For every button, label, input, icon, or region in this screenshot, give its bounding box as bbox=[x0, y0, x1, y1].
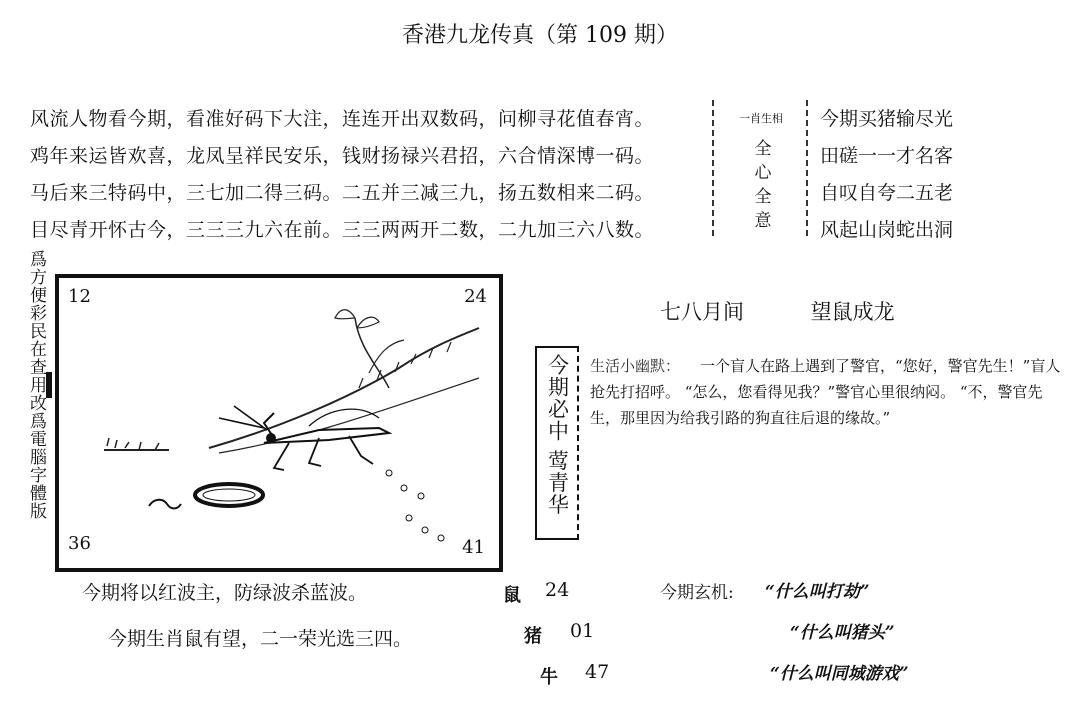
poem-line-3: 马后来三特码中，三七加二得三码。二五并三减三九，扬五数相来二码。 bbox=[30, 182, 655, 204]
page-title: 香港九龙传真（第 109 期） bbox=[402, 23, 678, 48]
right-line-3: 自叹自夸二五老 bbox=[820, 182, 954, 204]
mantis-illustration bbox=[59, 278, 499, 568]
picture-corner-top-left: 12 bbox=[68, 286, 91, 307]
zodiac-name-3: 牛 bbox=[540, 667, 558, 688]
bracket-box-char-3: 全 bbox=[754, 187, 772, 207]
joke-text: 一个盲人在路上遇到了警官，“您好，警官先生！”盲人抢先打招呼。 “怎么，您看得见我？”警官心里很纳闷。 “不，警官先生，那里因为给我引路的狗直往后退的缘故。” bbox=[590, 357, 1061, 427]
zodiac-name-1: 鼠 bbox=[503, 585, 521, 606]
side-vertical-note: 爲方便彩民在查用改爲電腦字體版 bbox=[26, 250, 46, 520]
poem-line-1: 风流人物看今期，看准好码下大注，连连开出双数码，问柳寻花值春宵。 bbox=[30, 108, 655, 130]
picture-corner-bottom-right: 41 bbox=[462, 537, 485, 558]
month-heading: 七八月间 望鼠成龙 bbox=[660, 300, 895, 324]
side-tick-mark bbox=[46, 372, 52, 398]
xuanji-phrase-2: “什么叫猪头” bbox=[790, 623, 895, 643]
joke-label: 生活小幽默： bbox=[590, 357, 681, 375]
poem-line-2: 鸡年来运皆欢喜，龙凤呈祥民安乐，钱财扬禄兴君招，六合情深博一码。 bbox=[30, 145, 655, 167]
wave-tip-line: 今期将以红波主，防绿波杀蓝波。 bbox=[82, 582, 368, 604]
poem-line-4: 目尽青开怀古今，三三三九六在前。三三两两开二数，二九加三六八数。 bbox=[30, 219, 655, 241]
right-line-2: 田磋一一才名客 bbox=[820, 145, 954, 167]
zodiac-num-3: 47 bbox=[585, 661, 610, 683]
right-line-1: 今期买猪输尽光 bbox=[820, 108, 954, 130]
right-line-4: 风起山岗蛇出洞 bbox=[820, 219, 954, 241]
picture-corner-top-right: 24 bbox=[464, 286, 487, 307]
zodiac-num-2: 01 bbox=[570, 620, 595, 642]
bracket-box-char-2: 心 bbox=[754, 163, 772, 183]
must-win-text: 今期必中 莺青华 bbox=[545, 354, 570, 516]
zodiac-tip-line: 今期生肖鼠有望，二一荣光选三四。 bbox=[108, 628, 413, 650]
picture-corner-bottom-left: 36 bbox=[68, 533, 91, 554]
bracket-box-char-1: 全 bbox=[754, 139, 772, 159]
picture-frame bbox=[55, 274, 503, 572]
xuanji-phrase-3: “什么叫同城游戏” bbox=[770, 664, 909, 684]
zodiac-num-1: 24 bbox=[545, 579, 570, 601]
xuanji-label: 今期玄机: bbox=[660, 583, 734, 603]
zodiac-name-2: 猪 bbox=[524, 626, 542, 647]
xuanji-phrase-1: “什么叫打劫” bbox=[765, 582, 870, 602]
must-win-box bbox=[535, 346, 579, 540]
bracket-box-char-4: 意 bbox=[754, 211, 772, 231]
bracket-box-top-text: 一肖生相 bbox=[739, 112, 783, 125]
